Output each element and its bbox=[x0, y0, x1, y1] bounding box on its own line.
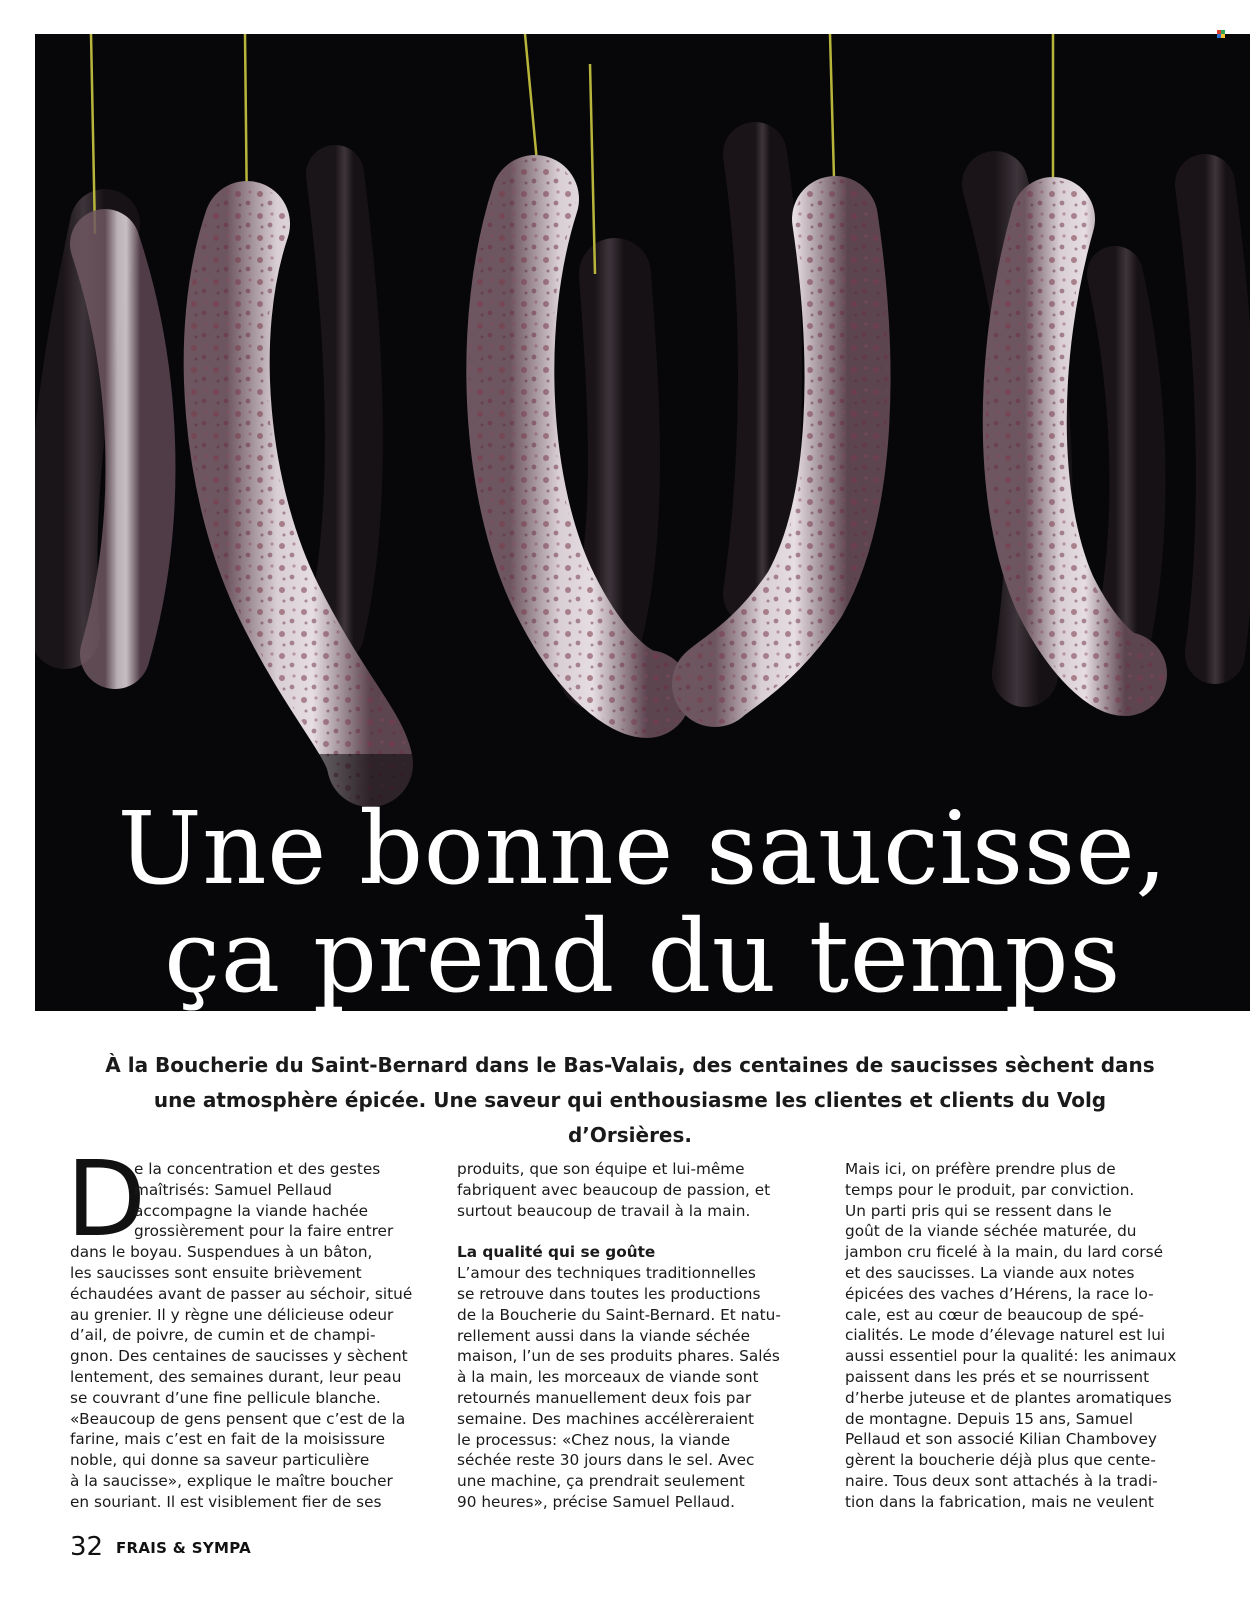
text-line: goût de la viande séchée maturée, du bbox=[845, 1222, 1137, 1241]
magazine-name: FRAIS & SYMPA bbox=[116, 1539, 252, 1557]
text-line: en souriant. Il est visiblement fier de ses bbox=[70, 1492, 382, 1511]
text-line: une machine, ça prendrait seulement bbox=[457, 1472, 745, 1491]
text-line: e la concentration et des gestes bbox=[134, 1160, 381, 1178]
text-line: à la main, les morceaux de viande sont bbox=[457, 1368, 759, 1387]
text-line: grossièrement pour la faire entrer bbox=[134, 1222, 394, 1241]
text-line: temps pour le produit, par conviction. bbox=[845, 1180, 1135, 1199]
text-line: jambon cru ficelé à la main, du lard corsé bbox=[845, 1243, 1163, 1262]
text-line: se retrouve dans toutes les productions bbox=[457, 1284, 761, 1303]
section-subheading: La qualité qui se goûte bbox=[457, 1243, 656, 1262]
text-line: maison, l’un de ses produits phares. Salés bbox=[457, 1347, 780, 1366]
text-line: gnon. Des centaines de saucisses y sèchent bbox=[70, 1347, 408, 1366]
text-line: d’ail, de poivre, de cumin et de champi- bbox=[70, 1326, 376, 1345]
drop-cap: D bbox=[66, 1138, 147, 1260]
text-line: se couvrant d’une fine pellicule blanche. bbox=[70, 1388, 381, 1407]
text-line: retournés manuellement deux fois par bbox=[457, 1388, 752, 1407]
text-line: à la saucisse», explique le maître boucher bbox=[70, 1471, 393, 1490]
text-line: de montagne. Depuis 15 ans, Samuel bbox=[845, 1409, 1133, 1428]
text-line: séchée reste 30 jours dans le sel. Avec bbox=[457, 1451, 755, 1470]
lead-paragraph: À la Boucherie du Saint-Bernard dans le Bas-Valais, des centaines de saucisses sèchent dans une atmosphère épicée. Une saveur qui enthousiasme les clientes et clients du Volg d’Orsières. bbox=[105, 1053, 1155, 1147]
headline-line-2: ça prend du temps bbox=[164, 898, 1121, 1011]
headline-line-1: Une bonne saucisse, bbox=[117, 790, 1168, 907]
text-line: produits, que son équipe et lui-même bbox=[457, 1160, 745, 1178]
text-line: fabriquent avec beaucoup de passion, et bbox=[457, 1180, 771, 1199]
text-line: le processus: «Chez nous, la viande bbox=[457, 1430, 731, 1449]
text-line: gèrent la boucherie déjà plus que cente- bbox=[845, 1451, 1156, 1470]
text-line: de la Boucherie du Saint-Bernard. Et natu- bbox=[457, 1305, 781, 1324]
text-line: au grenier. Il y règne une délicieuse odeur bbox=[70, 1305, 394, 1324]
text-line: lentement, des semaines durant, leur peau bbox=[70, 1367, 402, 1386]
text-line: d’herbe juteuse et de plantes aromatiques bbox=[845, 1388, 1172, 1407]
text-line: 90 heures», précise Samuel Pellaud. bbox=[457, 1492, 735, 1511]
article-column-2 bbox=[457, 1159, 797, 1513]
text-line: noble, qui donne sa saveur particulière bbox=[70, 1451, 370, 1470]
text-line: dans le boyau. Suspendues à un bâton, bbox=[70, 1243, 373, 1262]
text-line: les saucisses sont ensuite brièvement bbox=[70, 1263, 362, 1282]
text-line: Pellaud et son associé Kilian Chambovey bbox=[845, 1430, 1157, 1449]
text-line: «Beaucoup de gens pensent que c’est de la bbox=[70, 1409, 406, 1428]
text-line: L’amour des techniques traditionnelles bbox=[457, 1264, 756, 1283]
page-number: 32 bbox=[70, 1532, 104, 1562]
text-line: paissent dans les prés et se nourrissent bbox=[845, 1367, 1150, 1386]
text-line: surtout beaucoup de travail à la main. bbox=[457, 1201, 751, 1220]
text-line: naire. Tous deux sont attachés à la tradi- bbox=[845, 1471, 1158, 1490]
text-line: Mais ici, on préfère prendre plus de bbox=[845, 1160, 1116, 1178]
text-line: tion dans la fabrication, mais ne veulent bbox=[845, 1492, 1154, 1511]
color-registration-icon bbox=[1217, 30, 1225, 38]
article-column-3 bbox=[845, 1159, 1190, 1513]
text-line: semaine. Des machines accélèreraient bbox=[457, 1409, 754, 1428]
text-line: rellement aussi dans la viande séchée bbox=[457, 1326, 751, 1345]
text-line: aussi essentiel pour la qualité: les animaux bbox=[845, 1347, 1177, 1366]
text-line: farine, mais c’est en fait de la moisissure bbox=[70, 1430, 386, 1449]
text-line: accompagne la viande hachée bbox=[134, 1201, 369, 1220]
text-line: cialités. Le mode d’élevage naturel est lui bbox=[845, 1326, 1166, 1345]
text-line: épicées des vaches d’Hérens, la race lo- bbox=[845, 1284, 1154, 1303]
text-line: maîtrisés: Samuel Pellaud bbox=[134, 1180, 333, 1199]
text-line: cale, est au cœur de beaucoup de spé- bbox=[845, 1305, 1145, 1324]
text-line: échaudées avant de passer au séchoir, situé bbox=[70, 1284, 413, 1303]
text-line: Un parti pris qui se ressent dans le bbox=[845, 1201, 1112, 1220]
article-column-1 bbox=[70, 1159, 413, 1513]
text-line: et des saucisses. La viande aux notes bbox=[845, 1263, 1135, 1282]
hero-photo bbox=[35, 34, 1250, 1011]
